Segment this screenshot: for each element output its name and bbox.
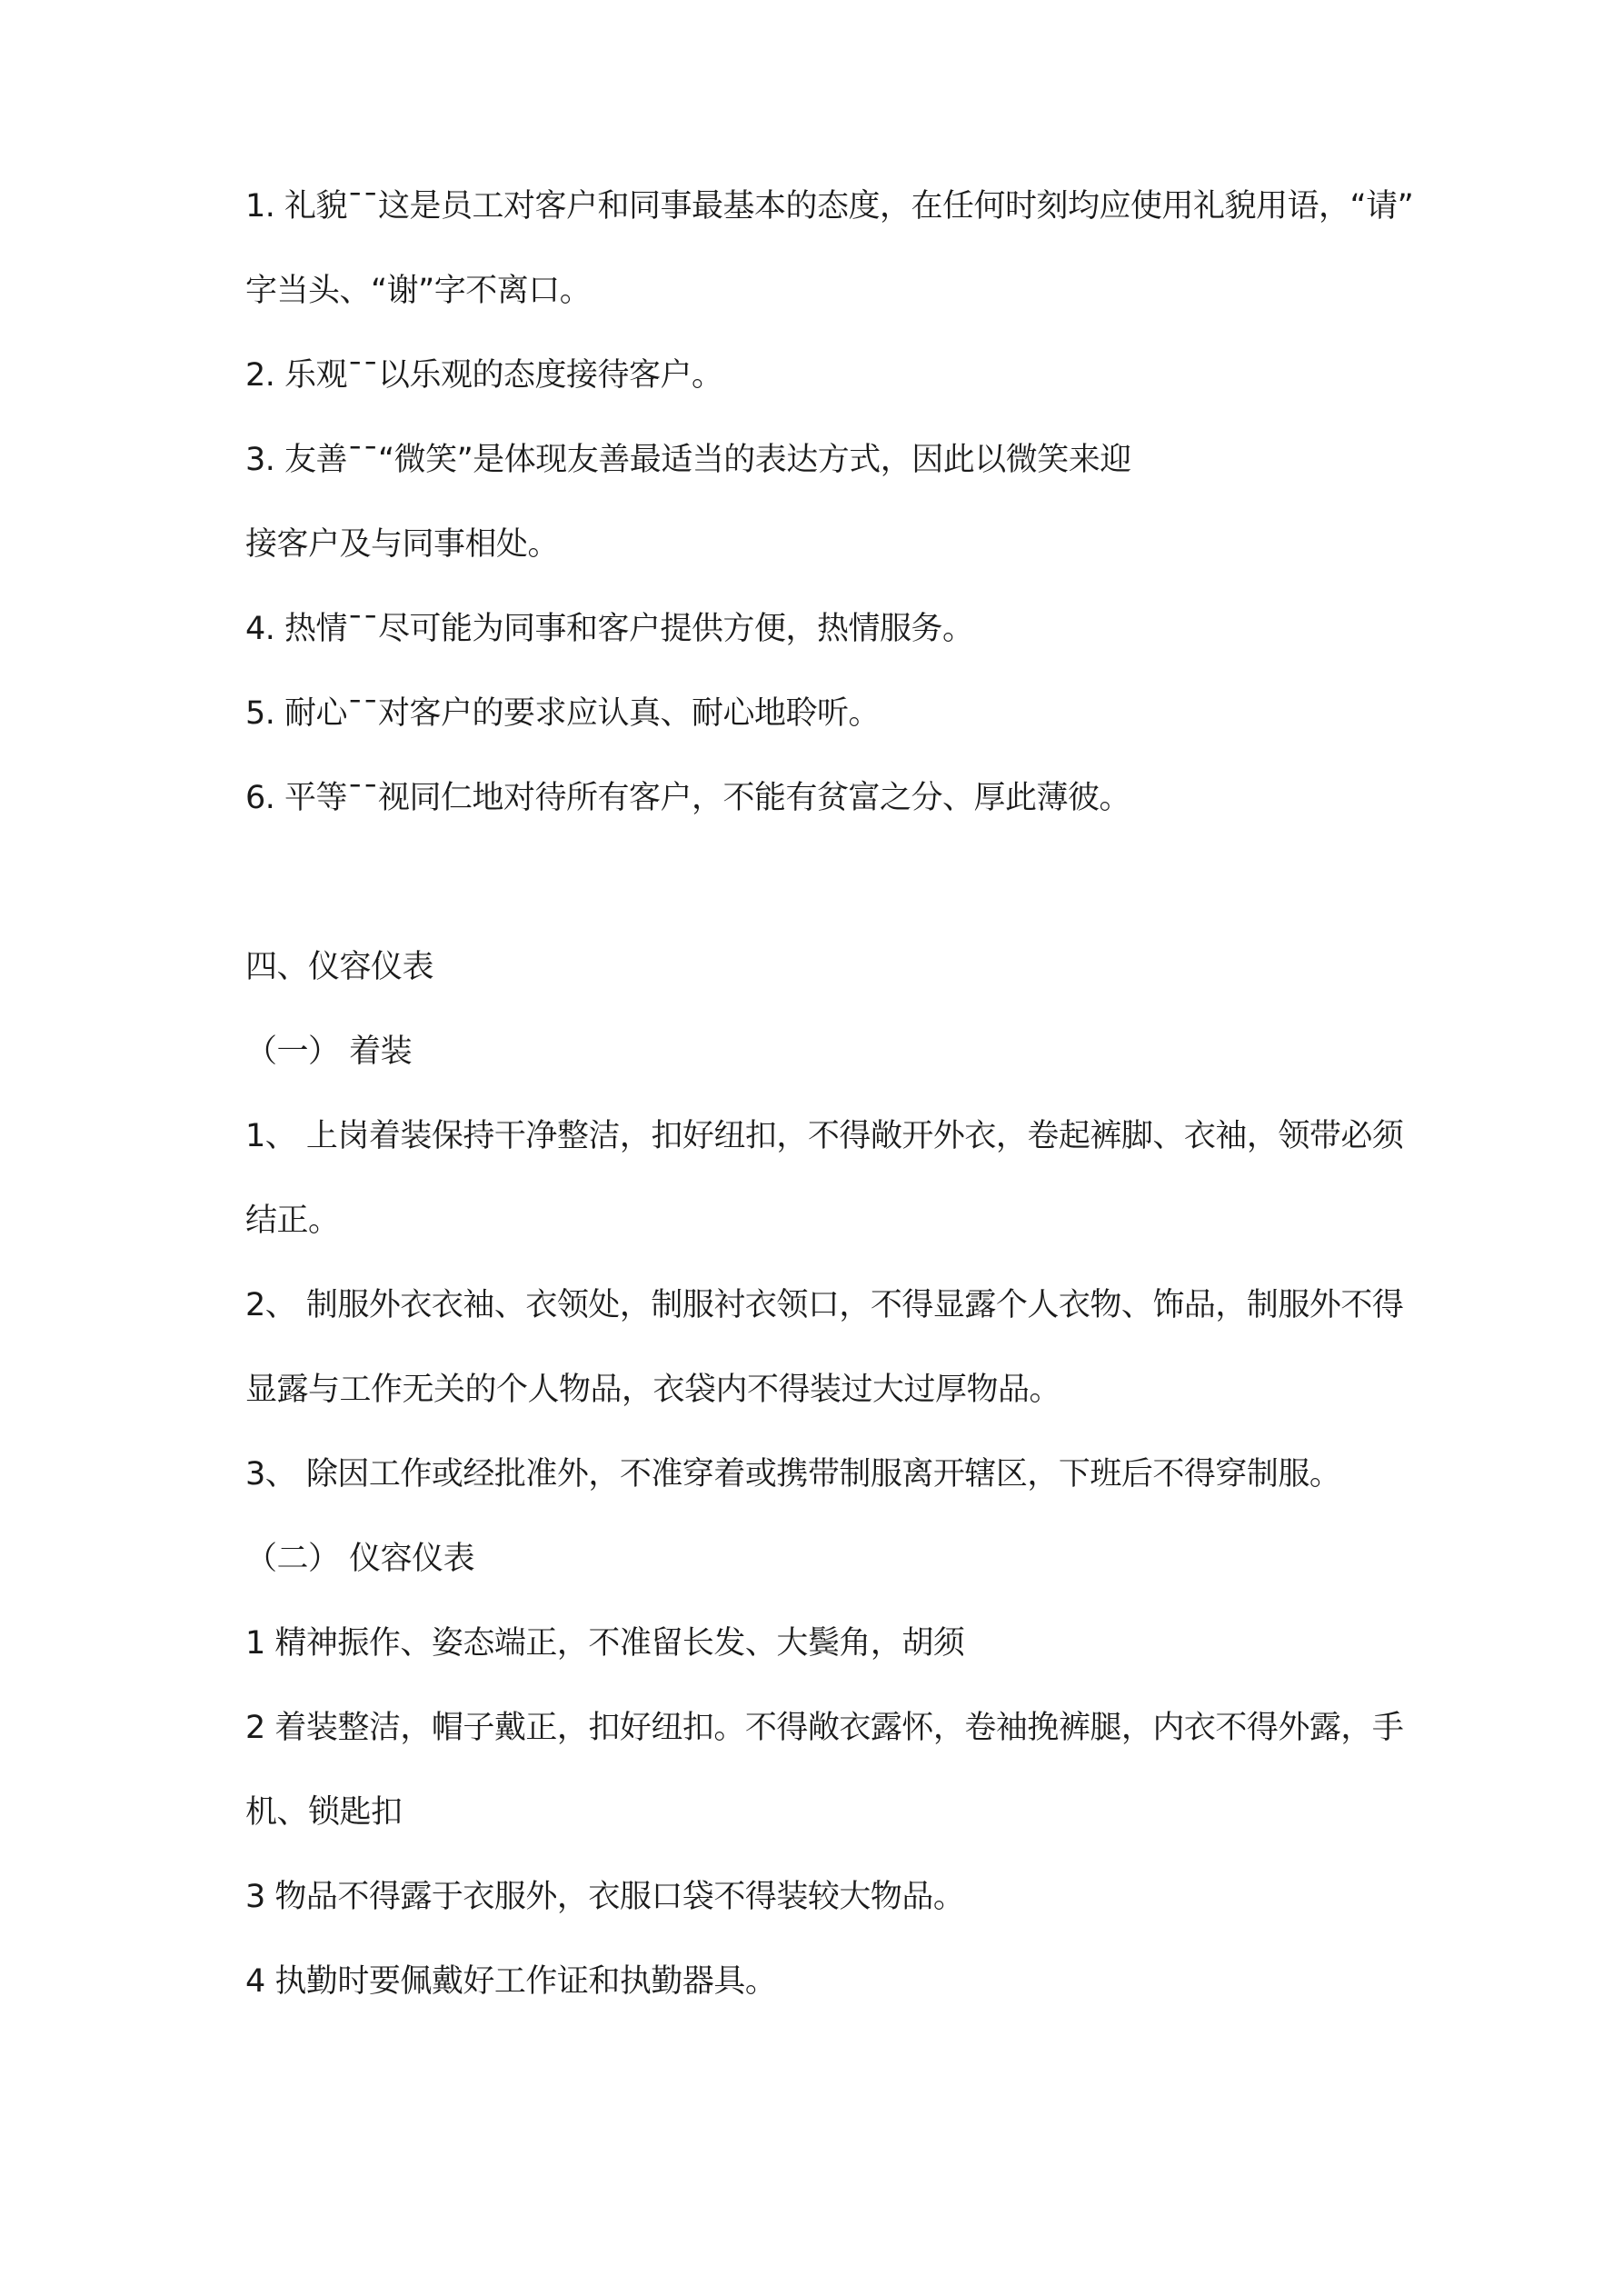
attire-item-1-line-2: 结正。	[245, 1203, 340, 1239]
attire-item-2-line-2: 显露与工作无关的个人物品，衣袋内不得装过大过厚物品。	[245, 1372, 1061, 1408]
paragraph-courtesy-line-2: 字当头、“谢”字不离口。	[245, 273, 592, 309]
appearance-item-2-line-2: 机、锁匙扣	[245, 1794, 403, 1831]
appearance-item-3: 3 物品不得露于衣服外，衣服口袋不得装较大物品。	[245, 1879, 965, 1915]
paragraph-patience: 5. 耐心¯¯对客户的要求应认真、耐心地聆听。	[245, 695, 881, 732]
attire-item-2-line-1: 2、 制服外衣衣袖、衣领处，制服衬衣领口，不得显露个人衣物、饰品，制服外不得	[245, 1287, 1404, 1323]
paragraph-friendliness-line-1: 3. 友善¯¯“微笑”是体现友善最适当的表达方式，因此以微笑来迎	[245, 442, 1131, 478]
paragraph-optimism: 2. 乐观¯¯以乐观的态度接待客户。	[245, 357, 723, 394]
paragraph-courtesy-line-1: 1. 礼貌¯¯这是员工对客户和同事最基本的态度，在任何时刻均应使用礼貌用语，“请”	[245, 188, 1414, 225]
appearance-item-4: 4 执勤时要佩戴好工作证和执勤器具。	[245, 1963, 777, 2000]
appearance-item-2-line-1: 2 着装整洁，帽子戴正，扣好纽扣。不得敞衣露怀，卷袖挽裤腿，内衣不得外露，手	[245, 1710, 1404, 1746]
attire-item-3: 3、 除因工作或经批准外，不准穿着或携带制服离开辖区，下班后不得穿制服。	[245, 1456, 1341, 1492]
subsection-heading-attire: （一） 着装	[245, 1033, 413, 1070]
appearance-item-1: 1 精神振作、姿态端正，不准留长发、大鬓角，胡须	[245, 1625, 965, 1662]
attire-item-1-line-1: 1、 上岗着装保持干净整洁，扣好纽扣，不得敞开外衣，卷起裤脚、衣袖，领带必须	[245, 1118, 1404, 1154]
paragraph-equality: 6. 平等¯¯视同仁地对待所有客户，不能有贫富之分、厚此薄彼。	[245, 780, 1131, 816]
paragraph-friendliness-line-2: 接客户及与同事相处。	[245, 526, 560, 563]
paragraph-enthusiasm: 4. 热情¯¯尽可能为同事和客户提供方便，热情服务。	[245, 611, 974, 647]
section-heading: 四、仪容仪表	[245, 949, 434, 985]
subsection-heading-appearance: （二） 仪容仪表	[245, 1541, 475, 1577]
